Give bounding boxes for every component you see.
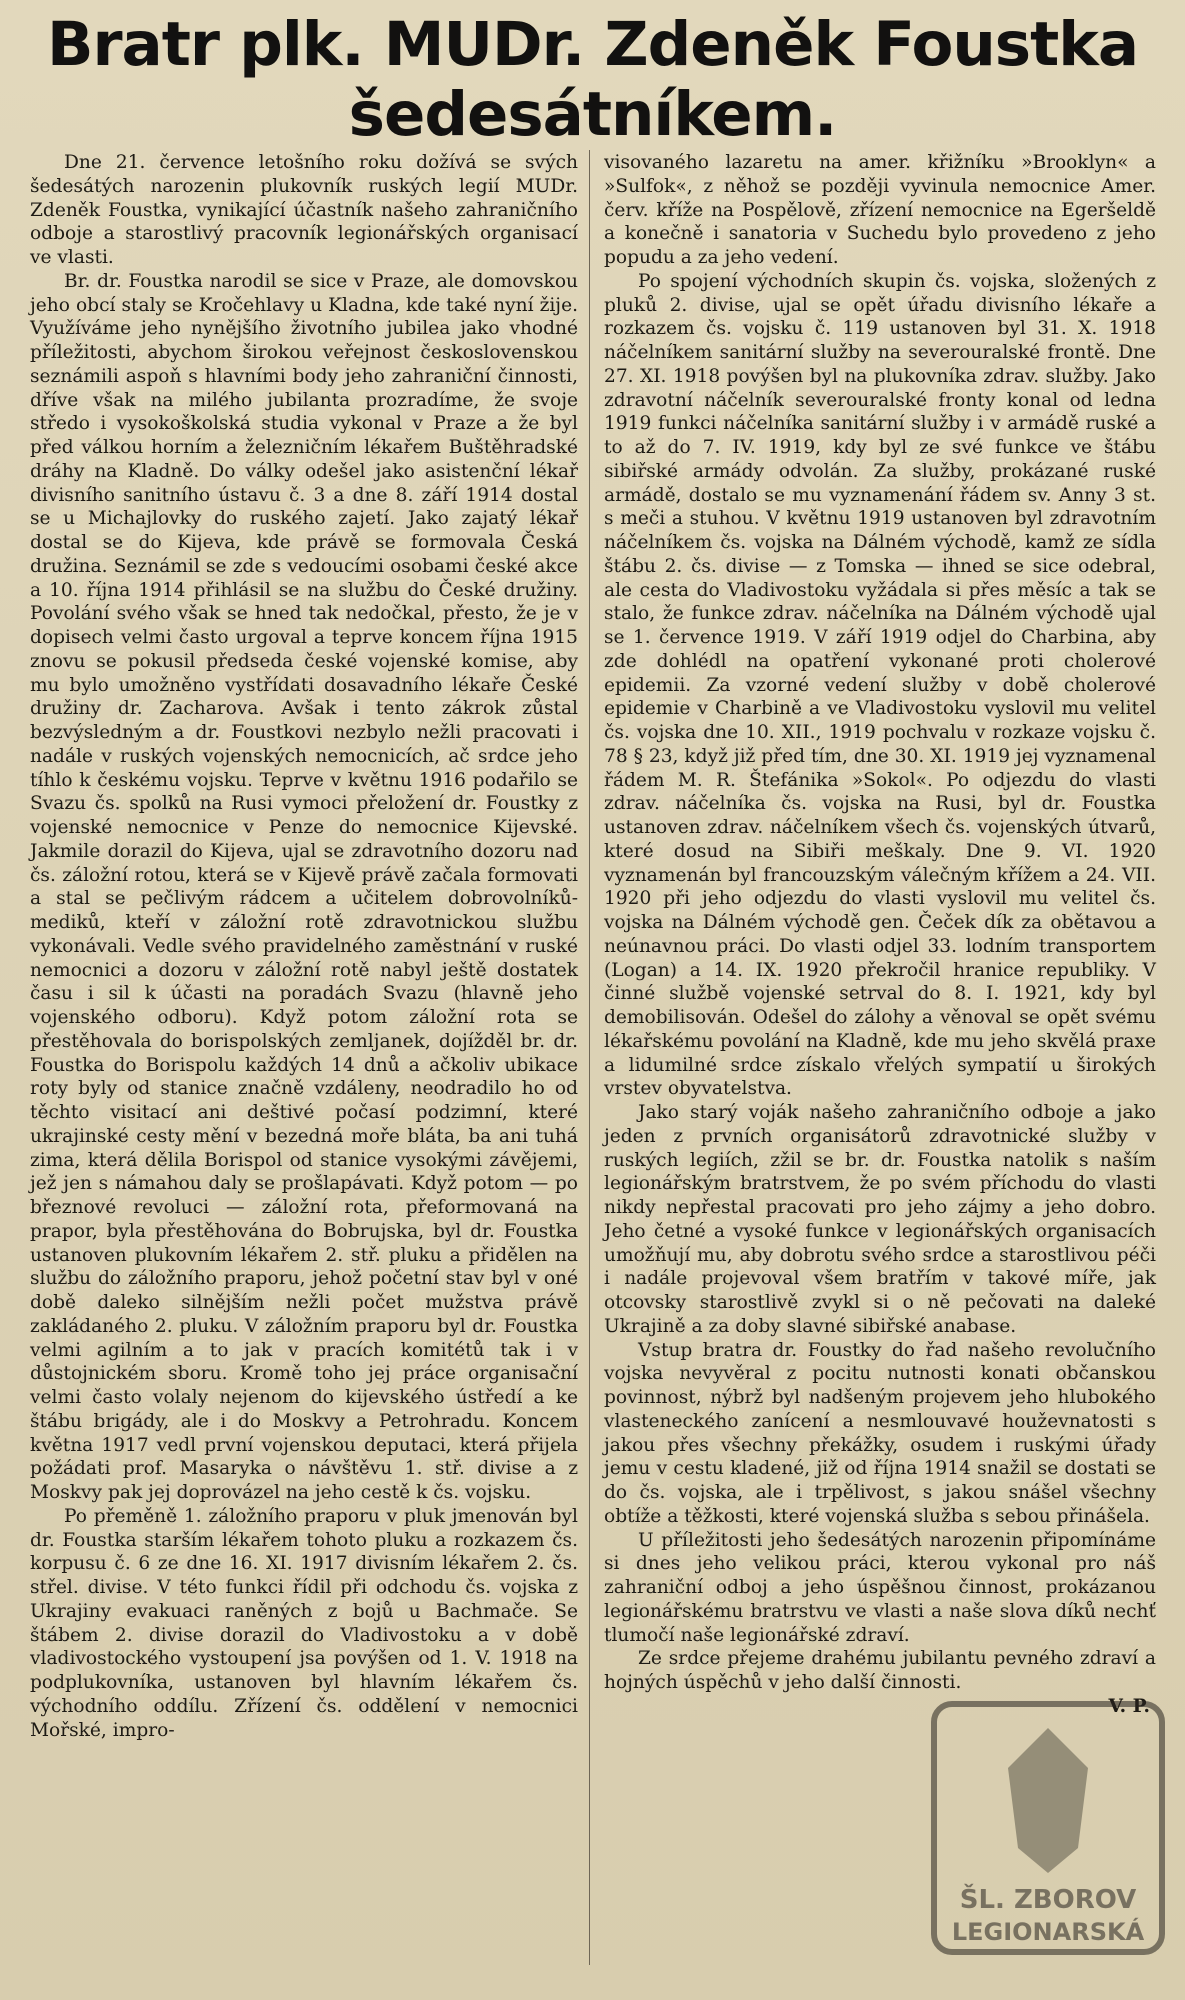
stamp-bottom-text: LEGIONARSKÁ	[951, 1918, 1145, 1946]
paragraph: U příležitosti jeho šedesátých narozenin připomínáme si dnes jeho velikou práci, kterou vykonal pro náš zahraniční odboj a jeho úspěšnou činnost, prokázanou legionářskému bratrstvu ve vlasti a naše slova díků nechť tlumočí naše legionářské zdraví.	[604, 1529, 1156, 1646]
headline-line-2: šedesátníkem.	[348, 79, 837, 150]
paragraph: visovaného lazaretu na amer. křižníku »Brooklyn« a »Sulfok«, z něhož se později vyvinula nemocnice Amer. červ. kříže na Pospělově, zřízení nemocnice na Egeršeldě a konečně i sanatoria v Suchedu bylo provedeno z jeho popudu a za jeho vedení.	[604, 152, 1156, 268]
article-headline	[20, 10, 1165, 150]
author-signature: V. P.	[1108, 1695, 1150, 1717]
right-column	[604, 151, 1156, 1719]
paragraph: Po přeměně 1. záložního praporu v pluk jmenován byl dr. Foustka starším lékařem tohoto pluku a rozkazem čs. korpusu č. 6 ze dne 16. XI. 1917 divisním lékařem 2. čs. střel. divise. V této funkci řídil při odchodu čs. vojska z Ukrajiny evakuaci raněných z bojů u Bachmače. Se štábem 2. divise dorazil do Vladivostoku a v době vladivostockého vystoupení jsa povýšen od 1. V. 1918 na podplukovníka, ustanoven byl hlavním lékařem čs. východního oddílu. Zřízení čs. oddělení v nemocnici Mořské, impro-	[30, 1505, 578, 1741]
legion-stamp	[928, 1698, 1168, 1958]
paragraph: Ze srdce přejeme drahému jubilantu pevného zdraví a hojných úspěchů v jeho další činnosti.	[604, 1648, 1156, 1693]
stamp-top-text: ŠL. ZBOROV	[959, 1885, 1137, 1915]
paragraph: Po spojení východních skupin čs. vojska, složených z pluků 2. divise, ujal se opět úřadu divisního lékaře a rozkazem čs. vojsku č. 119 ustanoven byl 31. X. 1918 náčelníkem sanitární služby na severouralské frontě. Dne 27. XI. 1918 povýšen byl na plukovníka zdrav. služby. Jako zdravotní náčelník severouralské fronty konal od ledna 1919 funkci náčelníka sanitární služby i v armádě ruské a to až do 7. IV. 1919, kdy byl ze své funkce ve štábu sibiřské armády odvolán. Za služby, prokázané ruské armádě, dostalo se mu vyznamenání řádem sv. Anny 3 st. s meči a stuhou. V květnu 1919 ustanoven byl zdravotním náčelníkem čs. vojska na Dálném východě, kamž ze sídla štábu 2. čs. divise — z Tomska — ihned se sice odebral, ale cesta do Vladivostoku vyžádala si přes měsíc a tak se stalo, že funkce zdrav. náčelníka na Dálném východě ujal se 1. července 1919. V září 1919 odjel do Charbina, aby zde dohlédl na opatření vykonané proti cholerové epidemii. Za vzorné vedení služby v době cholerové epidemie v Charbině a ve Vladivostoku vyslovil mu velitel čs. vojska dne 10. XII., 1919 pochvalu v rozkaze vojsku č. 78 § 23, když již před tím, dne 30. XI. 1919 jej vyznamenal řádem M. R. Štefánika »Sokol«. Po odjezdu do vlasti zdrav. náčelníka čs. vojska na Rusi, byl dr. Foustka ustanoven zdrav. náčelníkem všech čs. vojenských útvarů, které dosud na Sibiři meškaly. Dne 9. VI. 1920 vyznamenán byl francouzským válečným křížem a 24. VII. 1920 při jeho odjezdu do vlasti vyslovil mu velitel čs. vojska na Dálném východě gen. Čeček dík za obětavou a neúnavnou práci. Do vlasti odjel 33. lodním transportem (Logan) a 14. IX. 1920 překročil hranice republiky. V činné službě vojenské setrval do 8. I. 1921, kdy byl demobilisován. Odešel do zálohy a věnoval se opět svému lékařskému povolání na Kladně, kde mu jeho skvělá praxe a lidumilné srdce získalo vřelých sympatií u širokých vrstev obyvatelstva.	[604, 270, 1156, 1100]
paragraph: Dne 21. července letošního roku dožívá se svých šedesátých narozenin plukovník ruských legií MUDr. Zdeněk Foustka, vynikající účastník našeho zahraničního odboje a starostlivý pracovník legionářských organisací ve vlasti.	[30, 152, 578, 268]
column-divider	[589, 150, 590, 1965]
headline-line-1: Bratr plk. MUDr. Zdeněk Foustka	[46, 9, 1139, 80]
left-column	[30, 151, 578, 1742]
paragraph: Jako starý voják našeho zahraničního odboje a jako jeden z prvních organisátorů zdravotnické služby v ruských legiích, zžil se br. dr. Foustka natolik s naším legionářským bratrstvem, že po svém příchodu do vlasti nikdy nepřestal pracovati pro jeho zájmy a jeho dobro. Jeho četné a vysoké funkce v legionářských organisacích umožňují mu, aby dobrotu svého srdce a starostlivou péči i nadále projevoval všem bratřím v takové míře, jak otcovsky starostlivě zvykl si o ně pečovati na daleké Ukrajině a za doby slavné sibiřské anabase.	[604, 1102, 1156, 1337]
stamp-emblem-icon	[1008, 1728, 1088, 1873]
paragraph: Br. dr. Foustka narodil se sice v Praze, ale domovskou jeho obcí staly se Kročehlavy u Kladna, kde také nyní žije. Využíváme jeho nynějšího životního jubilea jako vhodné příležitosti, abychom širokou veřejnost československou seznámili aspoň s hlavními body jeho zahraniční činnosti, dříve však na milého jubilanta prozradíme, že svoje středo i vysokoškolská studia vykonal v Praze a že byl před válkou horním a železničním lékařem Buštěhradské dráhy na Kladně. Do války odešel jako asistenční lékař divisního sanitního ústavu č. 3 a dne 8. září 1914 dostal se u Michajlovky do ruského zajetí. Jako zajatý lékař dostal se do Kijeva, kde právě se formovala Česká družina. Seznámil se zde s vedoucími osobami české akce a 10. října 1914 přihlásil se na službu do České družiny. Povolání svého však se hned tak nedočkal, přesto, že je v dopisech velmi často urgoval a teprve koncem října 1915 znovu se pokusil předseda české vojenské komise, aby mu bylo umožněno vystřídati dosavadního lékaře České družiny dr. Zacharova. Avšak i tento zákrok zůstal bezvýsledným a dr. Foustkovi nezbylo nežli pracovati i nadále v ruských vojenských nemocnicích, ač srdce jeho tíhlo k českému vojsku. Teprve v květnu 1916 podařilo se Svazu čs. spolků na Rusi vymoci přeložení dr. Foustky z vojenské nemocnice v Penze do nemocnice Kijevské. Jakmile dorazil do Kijeva, ujal se zdravotního dozoru nad čs. záložní rotou, která se v Kijevě právě začala formovati a stal se pečlivým rádcem a učitelem dobrovolníků-mediků, kteří v záložní rotě zdravotnickou službu vykonávali. Vedle svého pravidelného zaměstnání v ruské nemocnici a dozoru v záložní rotě nabyl ještě dostatek času i sil k účasti na poradách Svazu (hlavně jeho vojenského odboru). Když potom záložní rota se přestěhovala do borispolských zemljanek, dojížděl br. dr. Foustka do Borispolu každých 14 dnů a ačkoliv ubikace roty byly od stanice značně vzdáleny, neodradilo ho od těchto visitací ani deštivé počasí podzimní, které ukrajinské cesty mění v bezedná moře bláta, ba ani tuhá zima, která dělila Borispol od stanice vysokými závějemi, jež jen s námahou daly se prošlapávati. Když potom — po březnové revoluci — záložní rota, přeformovaná na prapor, byla přestěhována do Bobrujska, byl dr. Foustka ustanoven plukovním lékařem 2. stř. pluku a přidělen na službu do záložního praporu, jehož početní stav byl v oné době daleko silnějším nežli počet mužstva právě zakládaného 2. pluku. V záložním praporu byl dr. Foustka velmi agilním a to jak v pracích komitétů tak i v důstojnickém sboru. Kromě toho jej práce organisační velmi často volaly nejenom do kijevského ústředí a ke štábu brigády, ale i do Moskvy a Petrohradu. Koncem května 1917 vedl první vojenskou deputaci, která přijela požádati prof. Masaryka o návštěvu 1. stř. divise a z Moskvy pak jej doprovázel na jeho cestě k čs. vojsku.	[30, 270, 578, 1503]
paragraph: Vstup bratra dr. Foustky do řad našeho revolučního vojska nevyvěral z pocitu nutnosti konati občanskou povinnost, nýbrž byl nadšeným projevem jeho hlubokého vlasteneckého zanícení a nesmlouvavé houževnatosti s jakou přes všechny překážky, osudem i ruskými úřady jemu v cestu kladené, již od října 1914 snažil se dostati se do čs. vojska, ale i trpělivost, s jakou snášel všechny obtíže a těžkosti, které vojenská služba s sebou přinášela.	[604, 1339, 1156, 1527]
